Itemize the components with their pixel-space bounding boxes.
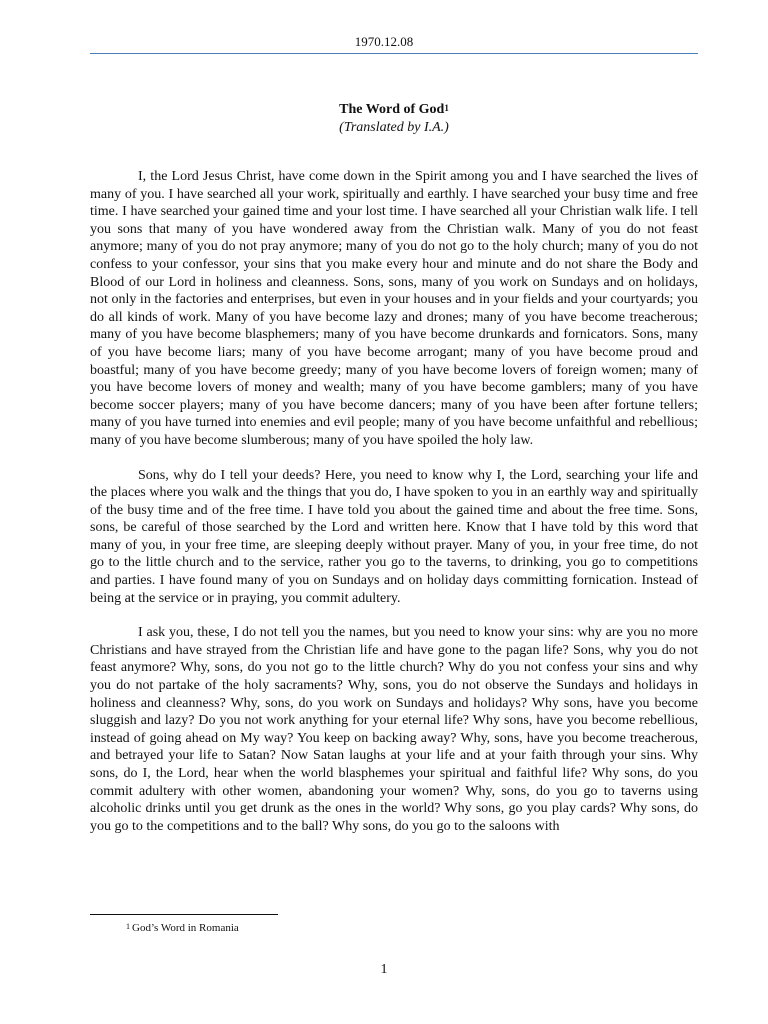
footnote-text: God’s Word in Romania xyxy=(132,922,239,934)
document-body xyxy=(90,168,698,852)
document-title xyxy=(90,101,698,119)
footnote-divider xyxy=(90,914,278,915)
title-block xyxy=(90,101,698,137)
document-subtitle: (Translated by I.A.) xyxy=(339,120,449,135)
title-footnote-ref[interactable]: 1 xyxy=(444,103,449,113)
paragraph: I, the Lord Jesus Christ, have come down in the Spirit among you and I have searched the lives of many of you. I have searched all your work, spiritually and earthly. I have searched your busy time and free time. I have searched your gained time and your lost time. I have searched all your Christian walk life. I tell you sons that many of you have wondered away from the Christian walk. Many of you do not feast anymore; many of you do not pray anymore; many of you do not go to the holy church; many of you do not confess to your confessor, your sins that you make every hour and minute and do not share the Body and Blood of our Lord in holiness and cleanness. Sons, sons, many of you work on Sundays and on holidays, not only in the factories and enterprises, but even in your houses and in your fields and your courtyards; you do all kinds of work. Many of you have become lazy and drones; many of you have become treacherous; many of you have become blasphemers; many of you have become drunkards and fornicators. Sons, many of you have become liars; many of you have become arrogant; many of you have become proud and boastful; many of you have become greedy; many of you have become lovers of foreign women; many of you have become lovers of money and wealth; many of you have become gamblers; many of you have become soccer players; many of you have become dancers; many of you have been after fortune tellers; many of you have turned into enemies and evil people; many of you have become unfaithful and rebellious; many of you have become slumberous; many of you have spoiled the holy law. xyxy=(90,169,698,448)
footnote xyxy=(126,922,239,934)
footnote-marker: 1 xyxy=(126,922,130,931)
header-date: 1970.12.08 xyxy=(354,34,414,49)
header-divider xyxy=(90,53,698,54)
page-number: 1 xyxy=(380,962,388,977)
paragraph: I ask you, these, I do not tell you the names, but you need to know your sins: why are you no more Christians and have strayed from the Christian life and have gone to the pagan life? Sons, why you do not feast anymore? Why, sons, do you not go to the little church? Why do you not confess your sins and why you do not partake of the holy sacraments? Why, sons, you do not observe the Sundays and holidays in holiness and cleanness? Why, sons, do you work on Sundays and holidays? Why sons, have you become sluggish and lazy? Do you not work anything for your eternal life? Why sons, have you become rebellious, instead of going ahead on My way? You keep on backing away? Why, sons, have you become treacherous, and betrayed your life to Satan? Now Satan laughs at your life and at your faith through your sins. Why sons, do I, the Lord, hear when the world blasphemes your spiritual and faithful life? Why sons, do you commit adultery with other women, abandoning your women? Why, sons, do you go to taverns using alcoholic drinks until you get drunk as the ones in the world? Why sons, go you play cards? Why sons, do you go to the competitions and to the ball? Why sons, do you go to the saloons with xyxy=(90,625,698,834)
paragraph: Sons, why do I tell your deeds? Here, you need to know why I, the Lord, searching your life and the places where you walk and the things that you do, I have spoken to you in an earthly way and spiritually of the busy time and of the free time. I have told you about the gained time and about the free time. Sons, sons, be careful of those searched by the Lord and written here. Know that I have told by this word that many of you, in your free time, are sleeping deeply without prayer. Many of you, in your free time, do not go to the little church and to the service, rather you go to the taverns, to drinking, you go to competitions and parties. I have found many of you on Sundays and on holiday days committing fornication. Instead of being at the service or in praying, you commit adultery. xyxy=(90,467,698,606)
title-text: The Word of God xyxy=(339,102,445,117)
